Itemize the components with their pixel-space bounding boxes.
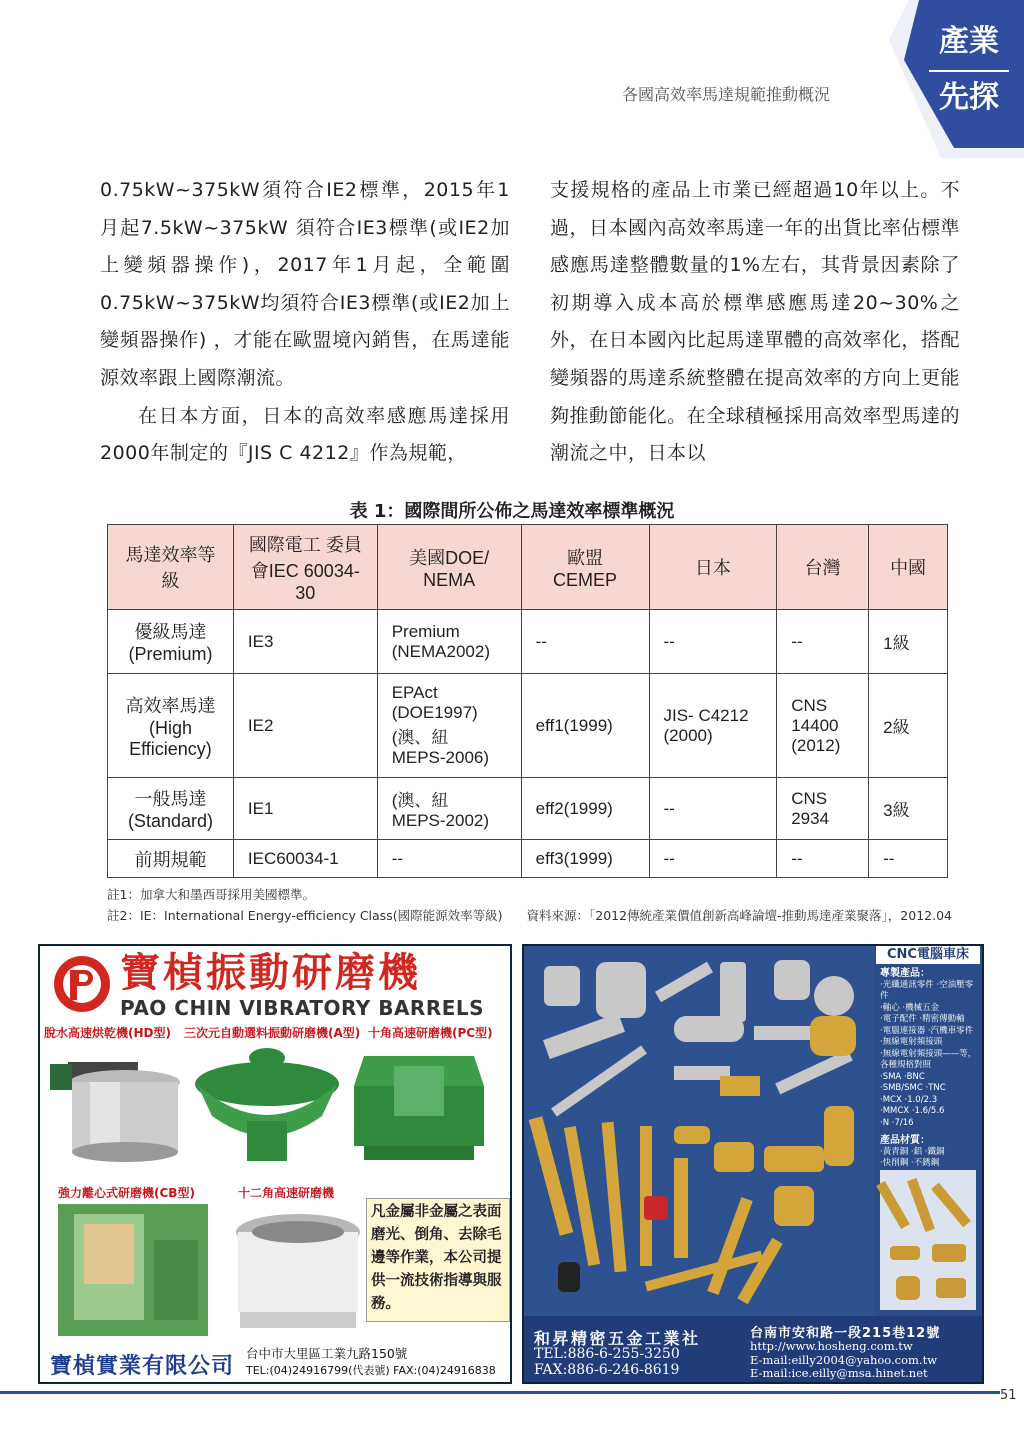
- table-row: [108, 674, 948, 778]
- twelve-sided-barrel-image: [230, 1202, 366, 1342]
- table-cell: 1級: [869, 610, 948, 674]
- table-header: 歐盟CEMEP: [521, 525, 649, 610]
- machine-label: 十角高速研磨機(PC型): [368, 1026, 493, 1040]
- table-cell: IEC60034-1: [233, 840, 377, 878]
- list-item: ·電腦連接器 ·汽機車零件: [880, 1025, 974, 1036]
- section-badge: [859, 0, 1024, 158]
- material-item: ·黃青銅 ·鋁 ·鐵銅: [880, 1146, 945, 1157]
- material-heading: 產品材質：: [880, 1135, 930, 1146]
- material-item: ·快削鋼 ·不銹鋼: [880, 1158, 940, 1168]
- footer-rule: [0, 1391, 1000, 1394]
- list-heading: 專製產品：: [880, 968, 930, 979]
- email: E-mail:ice.eilly@msa.hinet.net: [750, 1366, 928, 1380]
- table-cell: --: [649, 778, 777, 840]
- page-number: 51: [1000, 1388, 1017, 1403]
- list-item: ·SMA ·BNC: [880, 1071, 925, 1082]
- table-cell: CNS 2934: [777, 778, 869, 840]
- hd-dryer-image: [50, 1042, 190, 1172]
- list-item: ·無線電射頻接頭: [880, 1037, 943, 1047]
- table-cell: CNS 14400 (2012): [777, 674, 869, 778]
- table-cell: 高效率馬達(High Efficiency): [108, 674, 234, 778]
- badge-divider: [929, 70, 1009, 72]
- list-item: ·SMB/SMC ·TNC: [880, 1083, 946, 1093]
- badge-line-2: 先探: [939, 80, 999, 115]
- efficiency-standards-table: [107, 524, 948, 878]
- cnc-panel-title: CNC電腦車床: [876, 946, 980, 964]
- table-cell: --: [869, 840, 948, 878]
- table-cell: JIS- C4212 (2000): [649, 674, 777, 778]
- table-notes: [107, 884, 952, 926]
- a-type-barrel-image: [192, 1046, 342, 1171]
- table-header: 美國DOE/ NEMA: [377, 525, 521, 610]
- company-address: 台南市安和路一段215巷12號: [750, 1326, 941, 1341]
- table-cell: --: [777, 610, 869, 674]
- table-row: [108, 840, 948, 878]
- body-column-right: [550, 172, 960, 473]
- cb-centrifugal-image: [54, 1200, 214, 1340]
- company-phone: TEL:(04)24916799(代表號) FAX:(04)24916838: [246, 1364, 496, 1377]
- ad-title: 寶楨振動研磨機: [120, 950, 421, 996]
- machine-label: 十二角高速研磨機: [238, 1186, 335, 1200]
- machined-parts-image: [524, 946, 874, 1316]
- table-cell: IE1: [233, 778, 377, 840]
- company-fax: FAX:886-6-246-8619: [534, 1362, 680, 1378]
- paragraph: 支援規格的產品上市業已經超過10年以上。不過，日本國內高效率馬達一年的出貨比率佔標準感應馬達整體數量的1%左右，其背景因素除了初期導入成本高於標準感應馬達20~30%之外，在日本國內比起馬達單體的高效率化，搭配變頻器的馬達系統整體在提高效率的方向上更能夠推動節能化。在全球積極採用高效率型馬達的潮流之中，日本以: [550, 179, 960, 465]
- table-cell: --: [649, 610, 777, 674]
- ad-ho-sheng: [522, 944, 984, 1384]
- list-item: ·N ·7/16: [880, 1117, 914, 1128]
- machine-label: 三次元自動選料振動研磨機(A型): [184, 1026, 361, 1040]
- ad-pao-chin: [38, 944, 512, 1384]
- running-header: 各國高效率馬達規範推動概況: [621, 85, 830, 104]
- service-text: 凡金屬非金屬之表面磨光、倒角、去除毛邊等作業，本公司提供一流技術指導與服務。: [366, 1198, 510, 1322]
- table-cell: eff2(1999): [521, 778, 649, 840]
- table-row: [108, 610, 948, 674]
- table-cell: --: [521, 610, 649, 674]
- list-item: ·MMCX ·1.6/5.6: [880, 1106, 945, 1116]
- company-name: 寶楨實業有限公司: [50, 1354, 235, 1379]
- ad-title-en: PAO CHIN VIBRATORY BARRELS: [120, 996, 485, 1020]
- body-column-left: [100, 172, 510, 473]
- table-header: 日本: [649, 525, 777, 610]
- table-header: 台灣: [777, 525, 869, 610]
- list-item: ·軸心 ·機械五金: [880, 1002, 940, 1013]
- pc-logo-icon: [52, 954, 112, 1014]
- parts-photo: [524, 946, 874, 1316]
- email: E-mail:eilly2004@yahoo.com.tw: [750, 1352, 938, 1367]
- table-cell: 2級: [869, 674, 948, 778]
- table-cell: IE2: [233, 674, 377, 778]
- note-2: 註2：IE：International Energy-efficiency Class(國際能源效率等級): [107, 908, 503, 923]
- table-cell: IE3: [233, 610, 377, 674]
- company-name: 和昇精密五金工業社: [534, 1329, 701, 1348]
- table-cell: (澳、紐 MEPS-2002): [377, 778, 521, 840]
- pc-type-barrel-image: [344, 1046, 494, 1171]
- table-caption: 表 1：國際間所公佈之馬達效率標準概況: [349, 501, 675, 522]
- machine-label: 強力離心式研磨機(CB型): [58, 1186, 195, 1200]
- paragraph: 在日本方面，日本的高效率感應馬達採用2000年制定的『JIS C 4212』作為規範，: [100, 404, 510, 465]
- table-cell: eff3(1999): [521, 840, 649, 878]
- table-row: [108, 778, 948, 840]
- table-source: 資料來源：「2012傳統產業價值創新高峰論壇-推動馬達產業聚落」，2012.04: [526, 908, 952, 923]
- table-cell: --: [649, 840, 777, 878]
- list-item: ·光纖通訊零件 ·空油壓零件: [880, 979, 974, 1001]
- company-address: 台中市大里區工業九路150號: [246, 1346, 408, 1361]
- table-cell: Premium (NEMA2002): [377, 610, 521, 674]
- table-cell: 前期規範: [108, 840, 234, 878]
- paragraph: 0.75kW~375kW須符合IE2標準，2015年1月起7.5kW~375kW 須符合IE3標準(或IE2加上變頻器操作)，2017年1月起，全範圍0.75kW~375kW均須符合IE3標準(或IE2加上變頻器操作) ，才能在歐盟境內銷售，在馬達能源效率跟上國際潮流。: [100, 179, 510, 389]
- table-cell: eff1(1999): [521, 674, 649, 778]
- table-cell: 一般馬達 (Standard): [108, 778, 234, 840]
- company-phone-fax: [534, 1346, 680, 1378]
- connector-photos: [876, 1166, 980, 1314]
- list-item: ·無線電射頻接頭——等，各種規格對照: [880, 1048, 977, 1070]
- table-header-row: [108, 525, 948, 610]
- table-header: 馬達效率等級: [108, 525, 234, 610]
- product-list: [880, 968, 980, 1170]
- company-web: [750, 1340, 937, 1381]
- table-cell: 3級: [869, 778, 948, 840]
- list-item: ·電子配件 ·精密傳動軸: [880, 1014, 965, 1024]
- table-header: 中國: [869, 525, 948, 610]
- list-item: ·MCX ·1.0/2.3: [880, 1094, 938, 1105]
- machine-label: 脫水高速烘乾機(HD型): [44, 1026, 171, 1040]
- table-cell: 優級馬達 (Premium): [108, 610, 234, 674]
- table-cell: --: [777, 840, 869, 878]
- badge-line-1: 產業: [939, 24, 999, 59]
- company-phone: TEL:886-6-255-3250: [534, 1346, 680, 1362]
- table-cell: --: [377, 840, 521, 878]
- table-cell: EPAct (DOE1997) (澳、紐 MEPS-2006): [377, 674, 521, 778]
- table-header: 國際電工 委員會IEC 60034-30: [233, 525, 377, 610]
- website: http://www.hosheng.com.tw: [750, 1339, 913, 1353]
- note-1: 註1：加拿大和墨西哥採用美國標準。: [107, 887, 315, 902]
